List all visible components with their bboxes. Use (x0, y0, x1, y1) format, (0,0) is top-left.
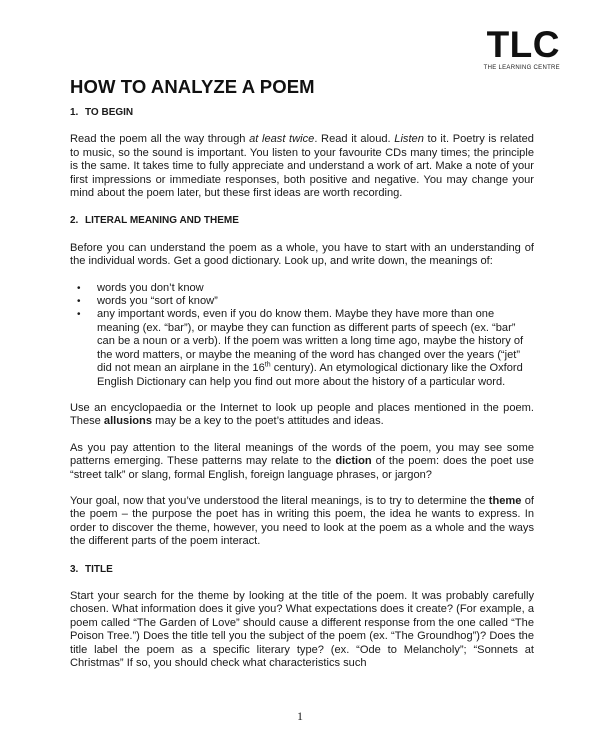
section-number: 1. (70, 107, 79, 118)
bold-diction: diction (335, 455, 372, 468)
logo-mark: TLC (486, 24, 560, 65)
text-run: to it. Poetry is related to music, so the sound is important. You listen to your favourite CDs many times; the principle is the same. It takes time to fully appreciate and understand a work of art. Make a note of your first impressions or immediate responses, both positive and negative. You may change your mind about the poem later, but these first ideas are worth recording. (70, 133, 534, 200)
superscript: th (264, 361, 271, 369)
text-run: Your goal, now that you’ve understood the literal meanings, is to try to determine the (70, 494, 489, 507)
section-heading-to-begin (70, 106, 534, 119)
text-run: Read the poem all the way through (70, 133, 250, 146)
paragraph-title-search: Start your search for the theme by looking at the title of the poem. It was probably carefully chosen. What information does it give you? What expectations does it create? (For example, a poem called “The Garden of Love” should cause a different response from the one called “The Poison Tree.”) Does the title tell you the subject of the poem (ex. “The Groundhog”)? Does the title label the poem as a specific literary type? (ex. “Ode to Melancholy”; “Sonnets at Christmas” If so, you should check what characteristics such (70, 589, 534, 669)
paragraph-encyclopaedia (70, 402, 534, 429)
text-run: of the poem: does the poet use “street talk” or slang, formal English, foreign language phrases, or jargon? (70, 455, 534, 481)
list-item (70, 308, 534, 388)
text-run: of the poem – the purpose the poet has in writing this poem, the idea he wants to express. In order to discover the theme, however, you need to look at the poem as a whole and the ways the different parts of the poem interact. (70, 494, 534, 548)
paragraph-theme (70, 495, 534, 549)
bold-theme: theme (488, 494, 522, 507)
list-item: • words you don’t know (70, 282, 534, 295)
page-number: 1 (297, 709, 303, 723)
text-run: Use an encyclopaedia or the Internet to look up people and places mentioned in the poem. These (70, 401, 534, 428)
section-heading-text: LITERAL MEANING AND THEME (85, 215, 239, 227)
paragraph-understand-words: Before you can understand the poem as a whole, you have to start with an understanding of the individual words. Get a good dictionary. Look up, and write down, the meanings of: (70, 241, 534, 268)
logo (484, 26, 560, 71)
logo-subtitle: THE LEARNING CENTRE (483, 65, 560, 71)
emphasis-listen: Listen (394, 133, 424, 146)
section-heading-text: TITLE (85, 563, 113, 575)
bold-allusions: allusions (103, 415, 153, 428)
section-number: 2. (70, 215, 79, 227)
text-run: As you pay attention to the literal meanings of the words of the poem, you may see some patterns emerging. These patterns may relate to the (70, 441, 534, 468)
section-heading-title (70, 563, 534, 576)
page-title: HOW TO ANALYZE A POEM (70, 76, 315, 97)
section-number: 3. (70, 563, 79, 575)
paragraph-read-poem (70, 133, 534, 200)
emphasis-at-least-twice: at least twice (249, 133, 315, 146)
section-heading-text: TO BEGIN (85, 107, 134, 118)
word-list (70, 282, 534, 389)
text-run: may be a key to the poet’s attitudes and ideas. (152, 415, 384, 428)
text-run: . Read it aloud. (314, 133, 395, 146)
document-body (70, 106, 534, 670)
text-run: century). An etymological dictionary like the Oxford English Dictionary can help you find out more about the history of a particular word. (97, 362, 523, 388)
text-run: any important words, even if you do know them. Maybe they have more than one meaning (ex. “bar”), or maybe they can function as different parts of speech (ex. “bar” can be a noun or a verb). If the poem was written a long time ago, maybe the history of the word matters, or maybe the meaning of the word has changed over the years (“jet” did not mean an airplane in the 16 (97, 308, 524, 375)
paragraph-diction (70, 442, 534, 482)
list-item: • words you “sort of know” (70, 295, 534, 308)
section-heading-literal-meaning (70, 214, 534, 227)
